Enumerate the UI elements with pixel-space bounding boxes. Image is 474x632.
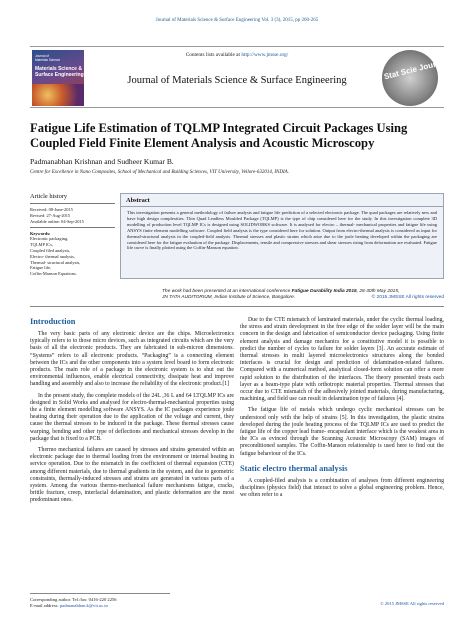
revised-date: Revised: 27-Aug-2015: [30, 212, 71, 218]
abstract-box: [120, 193, 444, 279]
article-info-box: [30, 193, 115, 279]
journal-seal-logo: [382, 50, 438, 106]
body-paragraph-4: Due to the CTE mismatch of laminated materials, under the cyclic thermal loading, the stress and strain development in the free edge of the solder layer will be the main concern in the design and fabrication of semiconductor device packaging. Using finite element analysis and damage mechanics for a constitutive model it is possible to predict the number of cycles to failure for solder layers [3]. An accurate estimate of thermal stresses in multi layered microelectronics structures along the bonded interfaces is crucial for design and prediction of delamination-related failures. Compared with a numerical method, analytical closed-form solution can offer a more rapid solution to the distribution of the interfaces. The theory presented treats each layer as a beam-type plate with orthotropic material properties. Thermal stresses that occur due to CTE mismatch of the adhesively jointed materials, during manufacturing, machining, and field use can result in delamination type of failures [4].: [240, 317, 444, 403]
keyword-item: Coupled filed analysis,: [30, 247, 71, 253]
journal-title: Journal of Materials Science & Surface Engineering: [127, 75, 347, 86]
cover-line-1: Journal of: [35, 54, 49, 58]
cover-title-line-2: Surface Engineering: [35, 71, 84, 78]
contents-availability: [30, 52, 444, 58]
article-authors: Padmanabhan Krishnan and Sudheer Kumar B.: [30, 157, 174, 166]
keyword-item: Electronic packaging,: [30, 236, 69, 242]
conference-suffix: , 28-30th May 2015,: [356, 289, 400, 294]
keyword-item: Fatigue life,: [30, 265, 52, 271]
running-head: Journal of Materials Science & Surface Engineering Vol. 3 (3), 2015, pp 260-265: [155, 18, 319, 23]
abstract-heading: Abstract: [121, 194, 443, 207]
keyword-item: TQLMP ICs,: [30, 242, 54, 248]
abstract-text: This investigation presents a general methodology of failure analysis and fatigue life prediction of a selected electronic package. The quad packages are relatively new and have high design complexities. Thin Quad Leadless Moulded Package (TQLMP) is the type of chip considered here for the study. In this investigation complete 3D modelling of production level TQLMP ICs is designed using SOLIDWORKS software. It is analysed for electro – thermal- mechanical properties and fatigue life using ANSYS finite element modelling software. Coupled field analysis is the type considered here for solution. Output from electro-thermal analysis is considered as input for thermal-structural analysis in the coupled-field analysis. Thermal stresses and plastic strains which arise due to the joule heating developed within the packaging are considered here for the fatigue evaluation of the package. Displacements, tensile and compressive stresses and shear stresses rising from deformation are evaluated. Fatigue life curve is finally plotted using the Coffin-Manson equation.: [127, 210, 437, 251]
left-column: [30, 317, 234, 509]
conference-note: [162, 289, 444, 302]
seal-lettering: Stat Scie Jour: [383, 59, 437, 82]
journal-masthead: [30, 46, 444, 108]
received-date: Received: 08-June-2015: [30, 207, 73, 212]
cover-art: [32, 84, 84, 106]
right-column: [240, 317, 444, 503]
email-label: E-mail address:: [30, 603, 60, 609]
article-history-heading: Article history: [30, 193, 115, 204]
article-title: Fatigue Life Estimation of TQLMP Integrated Circuit Packages Using Coupled Field Finite Element Analysis and Acoustic Microscopy: [30, 121, 408, 150]
footnote-rule: [30, 593, 170, 594]
intro-paragraph-1: The very basic parts of any electronic device are the chips. Microelectronics typically refers to to those micro devices, such as integrated circuits which are the very basis of all the electronic products. They are fabricated in sub-micron dimensions. “Systems” refers to all electronic products. “Packaging” is a connecting element between the ICs and the other components into a system level board to form electronic products. The main role of a package in the electronic system is to shut out the environmental influences, enable electrical connectivity, dissipate heat and improve handling and assembly and also to increase the reliability of the electronic product.[1]: [30, 331, 234, 388]
cover-title-line-1: Materials Science &: [35, 66, 82, 72]
intro-paragraph-3: Thermo mechanical failures are caused by stresses and strains generated within an electronic package due to thermal loading from the environment or internal heating in service operation. Due to the mismatch in the coefficient of thermal expansion (CTE) among different materials, due to thermal gradients in the system, and due to geometric constraints, thermally-induced stresses and strains are generated in various parts of a system. Among the various thermo-mechanical failure mechanisms fatigue, cracks, brittle fracture, creep, interfacial delamination, and plastic deformation are the most predominant ones.: [30, 447, 234, 504]
contents-prefix: Contents lists available at: [185, 52, 242, 58]
keyword-item: Thermal- structural analysis,: [30, 259, 81, 265]
intro-paragraph-2: In the present study, the complete models of the 24L ,36 L and 64 LTQLMP ICs are designed in Solid Works and analysed for electro-thermal-mechanical properties using the a finite element modelling software ANSYS. As the IC packages experience joule heating during their operation due to the application of the voltage and current, they cause the thermal stresses to be induced in the package. These thermal stresses cause warping, bending and other type of deflections and mechanical stresses develop in the package that is fixed to a PCB.: [30, 392, 234, 442]
corresponding-author-footnote: [30, 597, 117, 609]
keyword-item: Electro- thermal analysis,: [30, 253, 75, 259]
conference-name: Fatigue Durability India 2015: [291, 289, 357, 294]
keyword-item: Coffin-Manson Equations.: [30, 271, 77, 277]
article-dates: [30, 207, 115, 224]
footer-copyright: © 2015 JMSSE All rights reserved: [380, 601, 444, 606]
conference-rights: © 2015 JMSSE All rights reserved: [371, 295, 444, 301]
static-electro-thermal-heading: Static electro thermal analysis: [240, 463, 348, 473]
introduction-heading: Introduction: [30, 317, 76, 326]
cover-line-2: Materials Science: [35, 58, 61, 62]
body-paragraph-6: A coupled-filed analysis is a combination of analyses from different engineering disciplines (physics field) that interact to solve a global engineering problem. Hence, we often refer to a: [240, 477, 444, 499]
author-affiliation: Centre for Excellence in Nano Composites, School of Mechanical and Building Sciences, VIT University, Vellore-632014, INDIA.: [30, 170, 289, 175]
keywords-heading: Keywords:: [30, 227, 115, 236]
conference-prefix: The work had been presented at an international conference: [162, 289, 292, 294]
corresponding-author-line: Corresponding author. Tel./fax: 0416-220 2256: [30, 597, 117, 602]
section-divider: [30, 306, 444, 307]
email-line: [30, 603, 117, 609]
keyword-list: [30, 236, 115, 277]
author-email-link[interactable]: padmanabhan.k@vit.ac.in: [59, 603, 108, 609]
journal-homepage-link[interactable]: http://www.jmsse.org/: [241, 52, 289, 58]
body-paragraph-5: The fatigue life of metals which undergo cyclic mechanical stresses can be understood only with the help of strains [5]. In this investigation, the plastic strains developed during the joule heating process of the TQLMP ICs are used to predict the fatigue life of the copper lead frame- encapsulant interface which is the weakest area in the ICs as evinced through the Scanning Acoustic Microscopy (SAM) images of preconditioned samples. The Coffin-Manson relationship is used here to find out the fatigue behaviour of the ICs.: [240, 407, 444, 457]
conference-venue: JN TATA AUDITORIUM, Indian Institute of Science, Bangalore.: [162, 295, 296, 301]
available-date: Available online: 04-Sep-2015: [30, 218, 84, 224]
